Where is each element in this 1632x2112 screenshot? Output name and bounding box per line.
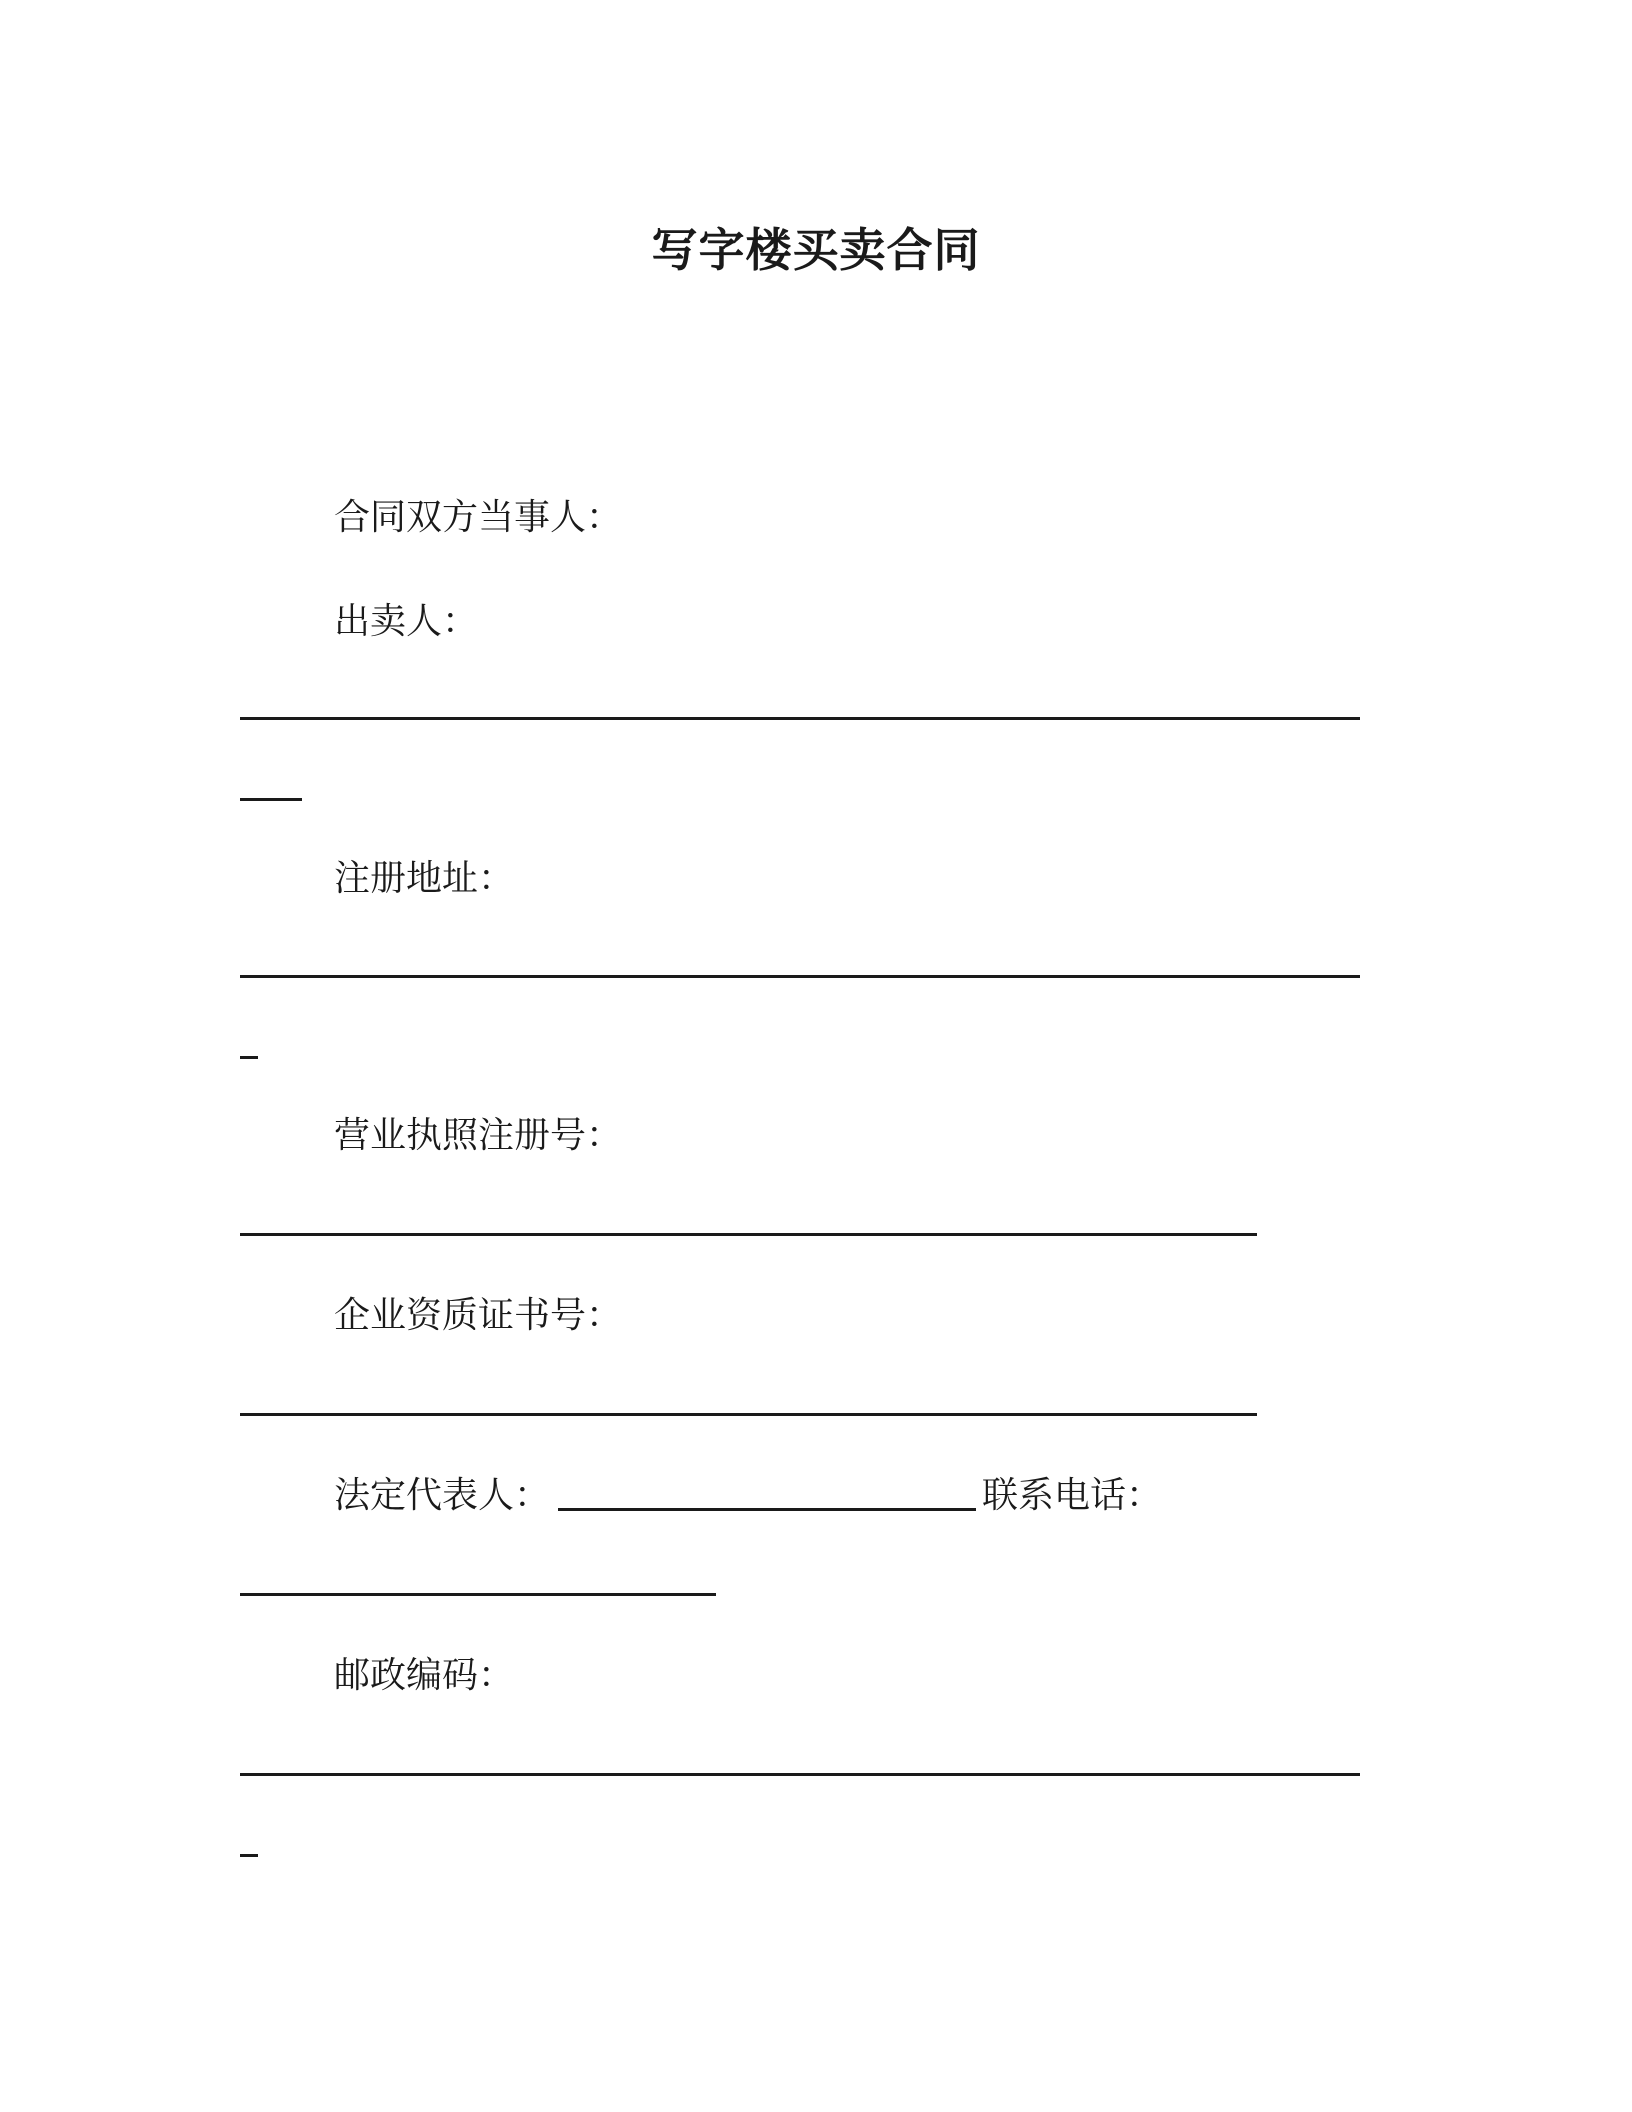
seller-blank-line (240, 717, 1360, 720)
postcode-blank-line-continued (240, 1854, 258, 1857)
legal-rep-label: 法定代表人： (334, 1475, 551, 1516)
parties-heading: 合同双方当事人： (334, 497, 623, 538)
postcode-label: 邮政编码： (334, 1655, 515, 1696)
seller-label: 出卖人： (334, 601, 479, 642)
legal-rep-line (334, 1474, 1162, 1518)
seller-blank-line-continued (240, 798, 302, 801)
phone-label: 联系电话： (982, 1475, 1163, 1516)
qualification-blank-line (240, 1413, 1257, 1416)
document-title: 写字楼买卖合同 (651, 223, 981, 277)
postcode-blank-line (240, 1773, 1360, 1776)
address-label: 注册地址： (334, 858, 515, 899)
address-blank-line-continued (240, 1056, 258, 1059)
qualification-label: 企业资质证书号： (334, 1295, 623, 1336)
legal-rep-blank-line (558, 1508, 976, 1511)
phone-blank-line (240, 1593, 716, 1596)
license-blank-line (240, 1233, 1257, 1236)
license-label: 营业执照注册号： (334, 1115, 623, 1156)
address-blank-line (240, 975, 1360, 978)
